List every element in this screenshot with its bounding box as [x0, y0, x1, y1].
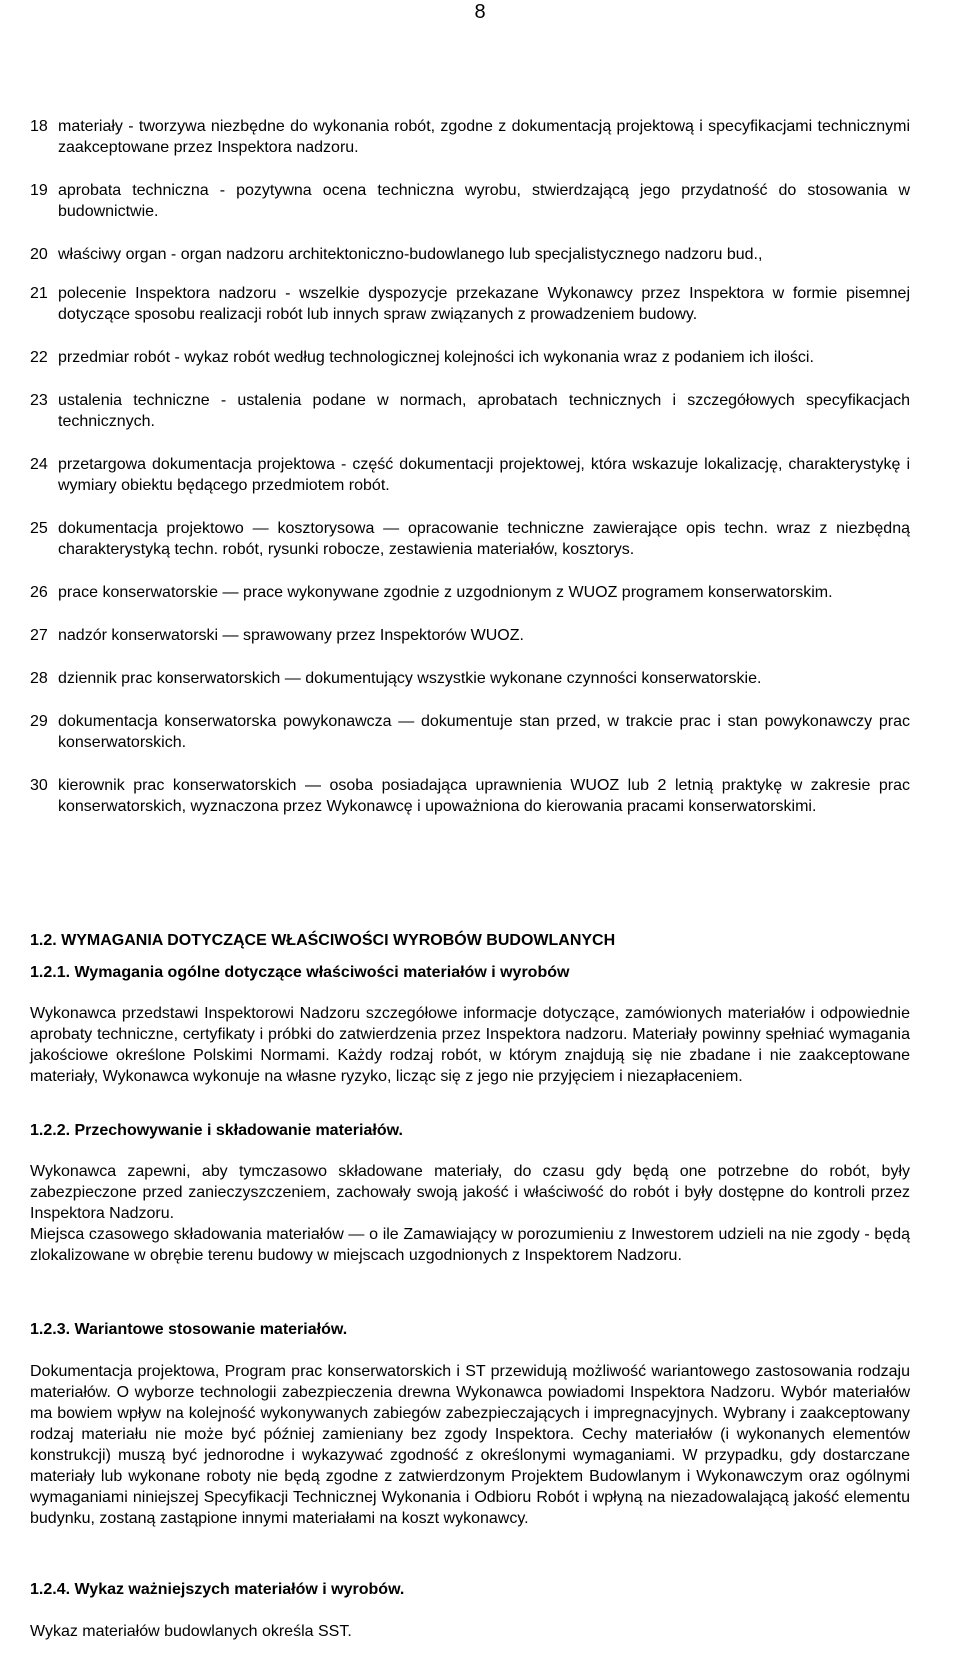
subsection-2-body: [30, 1161, 910, 1266]
definition-text: przetargowa dokumentacja projektowa - część dokumentacji projektowej, która wskazuje lokalizację, charakterystykę i wymiary obiektu będącego przedmiotem robót.: [58, 456, 910, 494]
subsection-4-paragraph: Wykaz materiałów budowlanych określa SST.: [30, 1623, 352, 1640]
definition-number: 28: [30, 670, 48, 687]
definition-item: [30, 390, 910, 432]
subsection-2-heading: 1.2.2. Przechowywanie i składowanie materiałów.: [30, 1122, 403, 1139]
subsection-4-heading: 1.2.4. Wykaz ważniejszych materiałów i wyrobów.: [30, 1581, 405, 1598]
page-number: 8: [474, 1, 486, 23]
subsection-3: [30, 1319, 910, 1340]
subsection-3-body: [30, 1361, 910, 1529]
definition-number: 20: [30, 246, 48, 263]
definition-number: 27: [30, 627, 48, 644]
definition-item: [30, 244, 910, 265]
definition-text: materiały - tworzywa niezbędne do wykonania robót, zgodne z dokumentacją projektową i specyfikacjami technicznymi zaakceptowane przez Inspektora nadzoru.: [58, 118, 910, 156]
section-heading: 1.2. WYMAGANIA DOTYCZĄCE WŁAŚCIWOŚCI WYROBÓW BUDOWLANYCH: [30, 932, 616, 949]
definition-number: 23: [30, 392, 48, 409]
definition-item: [30, 582, 910, 603]
definition-number: 26: [30, 584, 48, 601]
definition-number: 29: [30, 713, 48, 730]
definition-number: 24: [30, 456, 48, 473]
definition-text: kierownik prac konserwatorskich — osoba posiadająca uprawnienia WUOZ lub 2 letnią praktykę w zakresie prac konserwatorskich, wyznaczona przez Wykonawcę i upoważniona do kierowania pracami konserwatorskimi.: [58, 777, 910, 815]
subsection-2-paragraph-b: Miejsca czasowego składowania materiałów — o ile Zamawiający w porozumieniu z Inwestorem udzieli na nie zgody - będą zlokalizowane w obrębie terenu budowy w miejscach uzgodnionych z Inspektorem Nadzoru.: [30, 1226, 910, 1264]
subsection-1-heading: 1.2.1. Wymagania ogólne dotyczące właściwości materiałów i wyrobów: [30, 964, 570, 981]
definition-item: [30, 625, 910, 646]
definition-number: 22: [30, 349, 48, 366]
definition-text: właściwy organ - organ nadzoru architektoniczno-budowlanego lub specjalistycznego nadzoru bud.,: [58, 246, 763, 263]
definition-text: ustalenia techniczne - ustalenia podane w normach, aprobatach technicznych i szczegółowych specyfikacjach technicznych.: [58, 392, 910, 430]
definition-text: dokumentacja konserwatorska powykonawcza — dokumentuje stan przed, w trakcie prac i stan powykonawczy prac konserwatorskich.: [58, 713, 910, 751]
definition-text: przedmiar robót - wykaz robót według technologicznej kolejności ich wykonania wraz z podaniem ich ilości.: [58, 349, 814, 366]
definition-text: polecenie Inspektora nadzoru - wszelkie dyspozycje przekazane Wykonawcy przez Inspektora w formie pisemnej dotyczące sposobu realizacji robót lub innych spraw związanych z prowadzeniem budowy.: [58, 285, 910, 323]
subsection-3-paragraph: Dokumentacja projektowa, Program prac konserwatorskich i ST przewidują możliwość wariantowego zastosowania rodzaju materiałów. O wyborze technologii zabezpieczenia drewna Wykonawca powiadomi Inspektora Nadzoru. Wybór materiałów ma bowiem wpływ na kolejność wykonywanych zabiegów zabezpieczających i impregnacyjnych. Wybrany i zaakceptowany rodzaj materiału nie może być później zamieniany bez zgody Inspektora. Cechy materiałów (i wykonanych elementów konstrukcji) muszą być jednorodne i wykazywać zgodność z określonymi wymaganiami. W przypadku, gdy dostarczane materiały lub wykonane roboty nie będą zgodne z zatwierdzonym Projektem Budowlanym i Wykonawczym oraz ogólnymi wymaganiami niniejszej Specyfikacji Technicznej Wykonania i Odbioru Robót i wpłyną na niezadowalającą jakość elementu budynku, zostaną zastąpione innymi materiałami na koszt wykonawcy.: [30, 1363, 910, 1527]
definitions-list: [30, 116, 910, 839]
definition-item: [30, 518, 910, 560]
section-heading-block: [30, 930, 910, 951]
definition-number: 21: [30, 285, 48, 302]
definition-text: dokumentacja projektowo — kosztorysowa — opracowanie techniczne zawierające opis techn. wraz z niezbędną charakterystyką techn. robót, rysunki robocze, zestawienia materiałów, kosztorys.: [58, 520, 910, 558]
definition-number: 30: [30, 777, 48, 794]
subsection-3-heading: 1.2.3. Wariantowe stosowanie materiałów.: [30, 1321, 348, 1338]
definition-number: 19: [30, 182, 48, 199]
definition-text: nadzór konserwatorski — sprawowany przez Inspektorów WUOZ.: [58, 627, 524, 644]
definition-item: [30, 347, 910, 368]
definition-item: [30, 454, 910, 496]
definition-number: 18: [30, 118, 48, 135]
subsection-1: [30, 962, 910, 983]
definition-text: prace konserwatorskie — prace wykonywane zgodnie z uzgodnionym z WUOZ programem konserwatorskim.: [58, 584, 833, 601]
definition-item: [30, 711, 910, 753]
subsection-4: [30, 1579, 910, 1600]
subsection-2-paragraph-a: Wykonawca zapewni, aby tymczasowo składowane materiały, do czasu gdy będą one potrzebne do robót, były zabezpieczone przed zanieczyszczeniem, zachowały swoją jakość i właściwość do robót i były dostępne do kontroli przez Inspektora Nadzoru.: [30, 1163, 910, 1222]
subsection-1-body: [30, 1003, 910, 1087]
definition-item: [30, 283, 910, 325]
definition-number: 25: [30, 520, 48, 537]
definition-item: [30, 180, 910, 222]
definition-text: dziennik prac konserwatorskich — dokumentujący wszystkie wykonane czynności konserwatorskie.: [58, 670, 762, 687]
definition-item: [30, 668, 910, 689]
definition-item: [30, 116, 910, 158]
definition-text: aprobata techniczna - pozytywna ocena techniczna wyrobu, stwierdzającą jego przydatność do stosowania w budownictwie.: [58, 182, 910, 220]
subsection-4-body: [30, 1621, 910, 1642]
subsection-1-paragraph: Wykonawca przedstawi Inspektorowi Nadzoru szczegółowe informacje dotyczące, zamówionych materiałów i odpowiednie aprobaty techniczne, certyfikaty i próbki do zatwierdzenia przez Inspektora nadzoru. Materiały powinny spełniać wymagania jakościowe określone Polskimi Normami. Każdy rodzaj robót, w którym znajdują się nie zbadane i nie zaakceptowane materiały, Wykonawca wykonuje na własne ryzyko, licząc się z jego nie przyjęciem i niezapłaceniem.: [30, 1005, 910, 1085]
definition-item: [30, 775, 910, 817]
subsection-2: [30, 1120, 910, 1141]
